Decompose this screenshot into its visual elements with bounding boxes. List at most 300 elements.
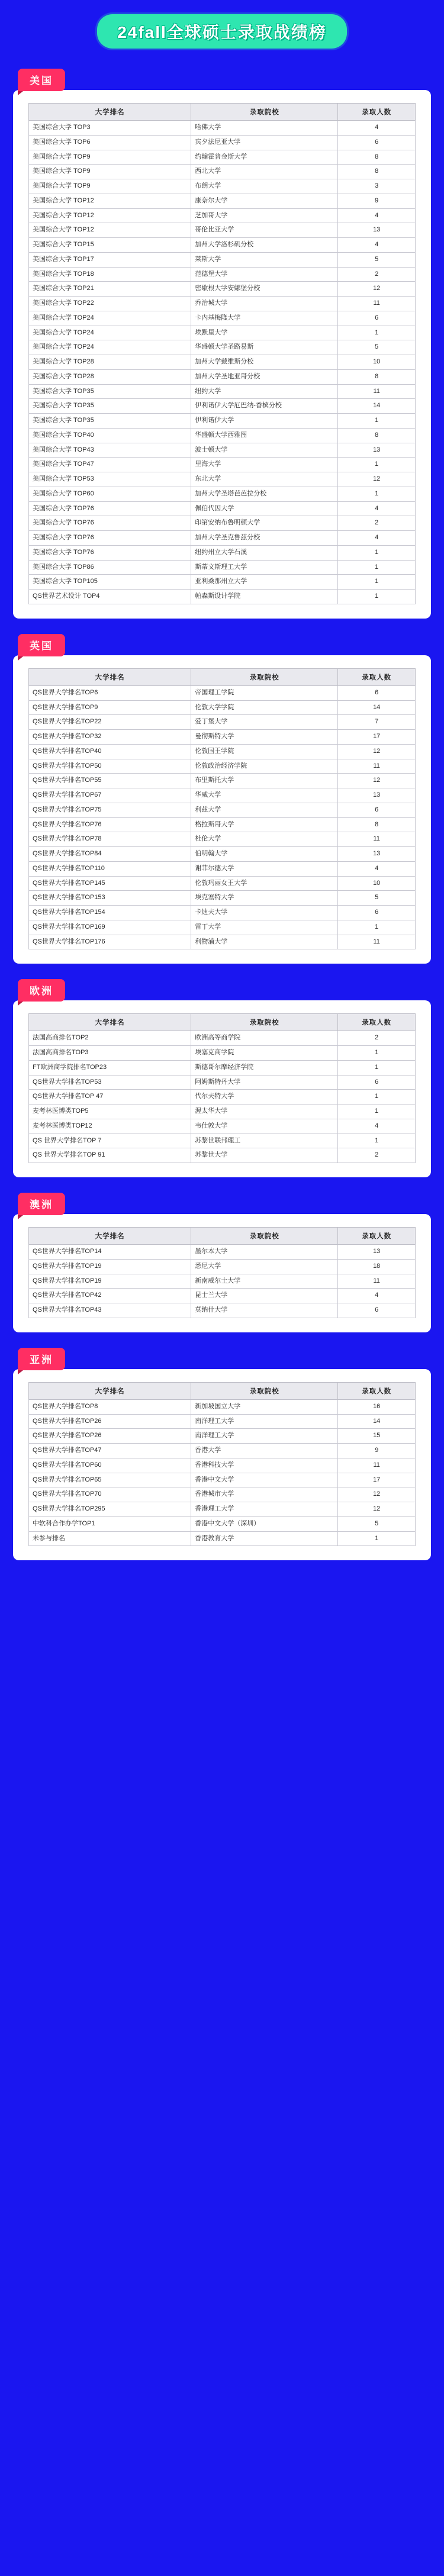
cell-rank: QS世界大学排名TOP19 <box>29 1259 191 1274</box>
cell-rank: 美国综合大学 TOP9 <box>29 179 191 194</box>
cell-count: 9 <box>338 1444 416 1458</box>
table-row <box>29 1259 416 1274</box>
table-row <box>29 744 416 759</box>
table-row <box>29 803 416 817</box>
table-row <box>29 458 416 472</box>
cell-count: 2 <box>338 1148 416 1163</box>
cell-school: 卡迪夫大学 <box>191 906 338 920</box>
cell-school: 斯蒂文斯理工大学 <box>191 560 338 575</box>
table-row <box>29 297 416 311</box>
cell-count: 5 <box>338 340 416 355</box>
table-row <box>29 700 416 715</box>
table-row <box>29 121 416 136</box>
table-row <box>29 428 416 443</box>
cell-school: 莱斯大学 <box>191 252 338 267</box>
cell-count: 11 <box>338 1458 416 1473</box>
cell-count: 12 <box>338 744 416 759</box>
table-row <box>29 715 416 730</box>
cell-rank: 美国综合大学 TOP18 <box>29 267 191 282</box>
table-row <box>29 575 416 590</box>
cell-rank: 美国综合大学 TOP76 <box>29 531 191 546</box>
table-row <box>29 1473 416 1487</box>
cell-rank: 美国综合大学 TOP35 <box>29 399 191 414</box>
cell-rank: QS世界大学排名TOP 47 <box>29 1090 191 1105</box>
cell-rank: QS 世界大学排名TOP 7 <box>29 1134 191 1148</box>
cell-rank: 美国综合大学 TOP60 <box>29 487 191 501</box>
cell-count: 1 <box>338 545 416 560</box>
table-row <box>29 832 416 847</box>
section <box>13 1193 431 1332</box>
cell-rank: 法国高商排名TOP3 <box>29 1046 191 1061</box>
cell-count: 17 <box>338 1473 416 1487</box>
column-header: 录取人数 <box>338 1014 416 1031</box>
cell-rank: QS世界大学排名TOP9 <box>29 700 191 715</box>
section-card <box>13 655 431 964</box>
cell-school: 雷丁大学 <box>191 920 338 935</box>
table-row <box>29 891 416 906</box>
cell-school: 香港理工大学 <box>191 1502 338 1517</box>
cell-school: 加州大学戴维斯分校 <box>191 355 338 370</box>
cell-count: 1 <box>338 590 416 604</box>
cell-school: 香港大学 <box>191 1444 338 1458</box>
cell-count: 14 <box>338 700 416 715</box>
cell-count: 14 <box>338 1414 416 1429</box>
cell-rank: 美国综合大学 TOP15 <box>29 238 191 253</box>
cell-school: 利兹大学 <box>191 803 338 817</box>
cell-count: 17 <box>338 730 416 745</box>
section <box>13 69 431 619</box>
cell-rank: QS世界大学排名TOP8 <box>29 1399 191 1414</box>
cell-count: 14 <box>338 399 416 414</box>
table-row <box>29 1531 416 1546</box>
cell-school: 华盛顿大学西雅图 <box>191 428 338 443</box>
table-row <box>29 267 416 282</box>
cell-school: 康奈尔大学 <box>191 194 338 208</box>
section-tag: 美国 <box>18 69 65 91</box>
table-row <box>29 1105 416 1119</box>
table-row <box>29 1502 416 1517</box>
cell-rank: QS世界大学排名TOP153 <box>29 891 191 906</box>
cell-school: 南洋理工大学 <box>191 1429 338 1444</box>
cell-count: 4 <box>338 121 416 136</box>
cell-rank: 美国综合大学 TOP24 <box>29 326 191 340</box>
cell-count: 13 <box>338 1245 416 1260</box>
table-row <box>29 1046 416 1061</box>
cell-rank: 麦考林医博类TOP12 <box>29 1119 191 1134</box>
section-tag: 欧洲 <box>18 979 65 1002</box>
cell-count: 1 <box>338 920 416 935</box>
cell-school: 伦敦大学学院 <box>191 700 338 715</box>
cell-rank: QS世界大学排名TOP176 <box>29 935 191 949</box>
table-row <box>29 861 416 876</box>
cell-school: 谢菲尔德大学 <box>191 861 338 876</box>
table-row <box>29 194 416 208</box>
table-row <box>29 135 416 150</box>
table-row <box>29 340 416 355</box>
cell-rank: QS世界大学排名TOP295 <box>29 1502 191 1517</box>
cell-rank: QS世界大学排名TOP40 <box>29 744 191 759</box>
cell-count: 4 <box>338 1289 416 1303</box>
cell-rank: 美国综合大学 TOP47 <box>29 458 191 472</box>
cell-rank: 美国综合大学 TOP17 <box>29 252 191 267</box>
table-header-row <box>29 1014 416 1031</box>
cell-rank: QS世界大学排名TOP75 <box>29 803 191 817</box>
cell-count: 1 <box>338 487 416 501</box>
cell-rank: 美国综合大学 TOP40 <box>29 428 191 443</box>
cell-rank: QS世界大学排名TOP76 <box>29 817 191 832</box>
cell-school: 新加坡国立大学 <box>191 1399 338 1414</box>
cell-count: 13 <box>338 788 416 803</box>
cell-count: 1 <box>338 560 416 575</box>
column-header: 录取人数 <box>338 104 416 121</box>
table-row <box>29 847 416 862</box>
cell-rank: 中软科合作办学TOP1 <box>29 1516 191 1531</box>
table-row <box>29 1274 416 1289</box>
column-header: 录取院校 <box>191 1228 338 1245</box>
cell-rank: 未参与排名 <box>29 1531 191 1546</box>
table-row <box>29 906 416 920</box>
cell-count: 9 <box>338 194 416 208</box>
cell-school: 香港科技大学 <box>191 1458 338 1473</box>
section <box>13 634 431 964</box>
cell-rank: QS世界大学排名TOP60 <box>29 1458 191 1473</box>
cell-school: 伦敦政治经济学院 <box>191 759 338 774</box>
table-row <box>29 920 416 935</box>
cell-count: 1 <box>338 458 416 472</box>
cell-school: 莫纳什大学 <box>191 1303 338 1318</box>
table-row <box>29 223 416 238</box>
cell-rank: 美国综合大学 TOP21 <box>29 282 191 297</box>
table-row <box>29 252 416 267</box>
cell-school: 利物浦大学 <box>191 935 338 949</box>
cell-rank: 美国综合大学 TOP43 <box>29 443 191 458</box>
cell-count: 4 <box>338 531 416 546</box>
cell-school: 香港城市大学 <box>191 1487 338 1502</box>
table-row <box>29 1289 416 1303</box>
cell-rank: 美国综合大学 TOP9 <box>29 165 191 179</box>
cell-rank: 美国综合大学 TOP12 <box>29 194 191 208</box>
section-tag: 亚洲 <box>18 1348 65 1370</box>
cell-school: 东北大学 <box>191 472 338 487</box>
cell-rank: 美国综合大学 TOP35 <box>29 384 191 399</box>
cell-school: 伯明翰大学 <box>191 847 338 862</box>
cell-count: 8 <box>338 428 416 443</box>
column-header: 大学排名 <box>29 1014 191 1031</box>
table-row <box>29 238 416 253</box>
rank-table <box>28 1382 416 1547</box>
cell-school: 伦敦玛丽女王大学 <box>191 876 338 891</box>
header-banner-wrap <box>0 0 444 53</box>
cell-count: 13 <box>338 847 416 862</box>
cell-count: 3 <box>338 179 416 194</box>
cell-count: 11 <box>338 1274 416 1289</box>
column-header: 大学排名 <box>29 1382 191 1399</box>
column-header: 录取人数 <box>338 1382 416 1399</box>
cell-rank: QS世界大学排名TOP55 <box>29 774 191 788</box>
cell-rank: 美国综合大学 TOP24 <box>29 311 191 326</box>
table-row <box>29 788 416 803</box>
cell-school: 宾夕法尼亚大学 <box>191 135 338 150</box>
column-header: 录取人数 <box>338 1228 416 1245</box>
cell-count: 8 <box>338 369 416 384</box>
cell-count: 4 <box>338 208 416 223</box>
cell-school: 卡内基梅隆大学 <box>191 311 338 326</box>
table-row <box>29 685 416 700</box>
cell-rank: 美国综合大学 TOP12 <box>29 208 191 223</box>
cell-rank: QS世界大学排名TOP53 <box>29 1075 191 1090</box>
cell-school: 范德堡大学 <box>191 267 338 282</box>
cell-rank: 美国综合大学 TOP22 <box>29 297 191 311</box>
cell-count: 8 <box>338 817 416 832</box>
cell-count: 2 <box>338 1031 416 1046</box>
cell-school: 伦敦国王学院 <box>191 744 338 759</box>
cell-count: 1 <box>338 1531 416 1546</box>
cell-school: 密歇根大学安娜堡分校 <box>191 282 338 297</box>
cell-school: 纽约州立大学石溪 <box>191 545 338 560</box>
cell-school: 华威大学 <box>191 788 338 803</box>
cell-count: 12 <box>338 1487 416 1502</box>
cell-school: 埃塞克商学院 <box>191 1046 338 1061</box>
cell-rank: QS世界大学排名TOP32 <box>29 730 191 745</box>
cell-school: 纽约大学 <box>191 384 338 399</box>
cell-rank: 美国综合大学 TOP76 <box>29 545 191 560</box>
cell-rank: QS世界大学排名TOP67 <box>29 788 191 803</box>
cell-rank: QS 世界大学排名TOP 91 <box>29 1148 191 1163</box>
table-row <box>29 1119 416 1134</box>
cell-count: 12 <box>338 472 416 487</box>
cell-count: 5 <box>338 891 416 906</box>
cell-count: 4 <box>338 1119 416 1134</box>
cell-school: 加州大学圣克鲁兹分校 <box>191 531 338 546</box>
table-row <box>29 730 416 745</box>
cell-school: 新南威尔士大学 <box>191 1274 338 1289</box>
table-row <box>29 384 416 399</box>
cell-school: 香港中文大学 <box>191 1473 338 1487</box>
table-row <box>29 531 416 546</box>
page-title: 24fall全球硕士录取战绩榜 <box>117 23 327 41</box>
cell-count: 11 <box>338 297 416 311</box>
cell-rank: 美国综合大学 TOP3 <box>29 121 191 136</box>
cell-count: 6 <box>338 685 416 700</box>
cell-count: 15 <box>338 1429 416 1444</box>
cell-count: 6 <box>338 803 416 817</box>
cell-count: 5 <box>338 252 416 267</box>
cell-school: 波士顿大学 <box>191 443 338 458</box>
cell-school: 加州大学圣塔芭芭拉分校 <box>191 487 338 501</box>
cell-rank: 美国综合大学 TOP35 <box>29 414 191 429</box>
cell-rank: 美国综合大学 TOP53 <box>29 472 191 487</box>
table-header-row <box>29 1228 416 1245</box>
column-header: 录取院校 <box>191 104 338 121</box>
cell-count: 6 <box>338 311 416 326</box>
cell-count: 8 <box>338 150 416 165</box>
cell-rank: QS世界大学排名TOP26 <box>29 1429 191 1444</box>
cell-rank: QS世界大学排名TOP47 <box>29 1444 191 1458</box>
table-row <box>29 1060 416 1075</box>
cell-school: 昆士兰大学 <box>191 1289 338 1303</box>
column-header: 录取院校 <box>191 1382 338 1399</box>
cell-rank: QS世界大学排名TOP154 <box>29 906 191 920</box>
cell-rank: QS世界大学排名TOP42 <box>29 1289 191 1303</box>
header-banner <box>97 14 347 49</box>
section-card <box>13 1000 431 1177</box>
cell-school: 加州大学圣地亚哥分校 <box>191 369 338 384</box>
cell-rank: QS世界大学排名TOP110 <box>29 861 191 876</box>
table-row <box>29 443 416 458</box>
cell-school: 渥太华大学 <box>191 1105 338 1119</box>
cell-count: 6 <box>338 1303 416 1318</box>
table-row <box>29 1444 416 1458</box>
table-row <box>29 590 416 604</box>
cell-school: 里海大学 <box>191 458 338 472</box>
cell-count: 11 <box>338 384 416 399</box>
sections-root <box>0 69 444 1560</box>
column-header: 大学排名 <box>29 1228 191 1245</box>
table-header-row <box>29 1382 416 1399</box>
cell-count: 1 <box>338 575 416 590</box>
column-header: 大学排名 <box>29 668 191 685</box>
table-row <box>29 1429 416 1444</box>
cell-school: 韦仕敦大学 <box>191 1119 338 1134</box>
column-header: 录取人数 <box>338 668 416 685</box>
cell-rank: 美国综合大学 TOP76 <box>29 501 191 516</box>
cell-count: 12 <box>338 774 416 788</box>
cell-rank: QS世界大学排名TOP70 <box>29 1487 191 1502</box>
cell-school: 阿姆斯特丹大学 <box>191 1075 338 1090</box>
rank-table <box>28 1227 416 1318</box>
cell-school: 斯德哥尔摩经济学院 <box>191 1060 338 1075</box>
cell-school: 加州大学洛杉矶分校 <box>191 238 338 253</box>
cell-rank: 美国综合大学 TOP6 <box>29 135 191 150</box>
cell-school: 南洋理工大学 <box>191 1414 338 1429</box>
table-header-row <box>29 104 416 121</box>
cell-school: 哥伦比亚大学 <box>191 223 338 238</box>
cell-school: 乔治城大学 <box>191 297 338 311</box>
cell-school: 埃默里大学 <box>191 326 338 340</box>
cell-school: 爱丁堡大学 <box>191 715 338 730</box>
cell-rank: QS世界大学排名TOP84 <box>29 847 191 862</box>
cell-rank: QS世界大学排名TOP50 <box>29 759 191 774</box>
cell-count: 11 <box>338 935 416 949</box>
cell-school: 埃克塞特大学 <box>191 891 338 906</box>
cell-rank: FT欧洲商学院排名TOP23 <box>29 1060 191 1075</box>
cell-count: 13 <box>338 443 416 458</box>
cell-rank: QS世界大学排名TOP6 <box>29 685 191 700</box>
cell-rank: 美国综合大学 TOP24 <box>29 340 191 355</box>
cell-school: 悉尼大学 <box>191 1259 338 1274</box>
table-row <box>29 1148 416 1163</box>
cell-count: 6 <box>338 135 416 150</box>
cell-count: 1 <box>338 326 416 340</box>
cell-school: 伊利诺伊大学厄巴纳-香槟分校 <box>191 399 338 414</box>
cell-count: 13 <box>338 223 416 238</box>
cell-count: 12 <box>338 282 416 297</box>
table-row <box>29 1487 416 1502</box>
cell-school: 布朗大学 <box>191 179 338 194</box>
cell-count: 4 <box>338 501 416 516</box>
rank-table <box>28 668 416 950</box>
cell-rank: QS世界大学排名TOP145 <box>29 876 191 891</box>
cell-rank: 法国高商排名TOP2 <box>29 1031 191 1046</box>
table-row <box>29 165 416 179</box>
cell-count: 12 <box>338 1502 416 1517</box>
table-row <box>29 179 416 194</box>
cell-school: 曼彻斯特大学 <box>191 730 338 745</box>
cell-count: 10 <box>338 355 416 370</box>
cell-count: 11 <box>338 832 416 847</box>
table-row <box>29 774 416 788</box>
cell-school: 香港教育大学 <box>191 1531 338 1546</box>
table-row <box>29 369 416 384</box>
table-row <box>29 1075 416 1090</box>
cell-school: 布里斯托大学 <box>191 774 338 788</box>
cell-rank: QS世界大学排名TOP22 <box>29 715 191 730</box>
table-row <box>29 1516 416 1531</box>
cell-rank: QS世界大学排名TOP78 <box>29 832 191 847</box>
cell-rank: 美国综合大学 TOP28 <box>29 369 191 384</box>
cell-rank: 美国综合大学 TOP9 <box>29 150 191 165</box>
cell-school: 西北大学 <box>191 165 338 179</box>
cell-count: 7 <box>338 715 416 730</box>
cell-count: 5 <box>338 1516 416 1531</box>
table-row <box>29 1134 416 1148</box>
column-header: 录取院校 <box>191 668 338 685</box>
table-row <box>29 1303 416 1318</box>
cell-school: 格拉斯哥大学 <box>191 817 338 832</box>
table-row <box>29 355 416 370</box>
table-header-row <box>29 668 416 685</box>
cell-school: 杜伦大学 <box>191 832 338 847</box>
cell-school: 代尔夫特大学 <box>191 1090 338 1105</box>
table-row <box>29 935 416 949</box>
section <box>13 979 431 1177</box>
table-row <box>29 1090 416 1105</box>
table-row <box>29 545 416 560</box>
cell-school: 约翰霍普金斯大学 <box>191 150 338 165</box>
cell-school: 香港中文大学（深圳） <box>191 1516 338 1531</box>
cell-rank: 美国综合大学 TOP12 <box>29 223 191 238</box>
table-row <box>29 817 416 832</box>
cell-school: 苏黎世联邦理工 <box>191 1134 338 1148</box>
cell-school: 欧洲高等商学院 <box>191 1031 338 1046</box>
table-row <box>29 414 416 429</box>
cell-school: 芝加哥大学 <box>191 208 338 223</box>
cell-school: 伊利诺伊大学 <box>191 414 338 429</box>
cell-school: 帕森斯设计学院 <box>191 590 338 604</box>
cell-school: 华盛顿大学圣路易斯 <box>191 340 338 355</box>
section-tag: 英国 <box>18 634 65 656</box>
cell-school: 亚利桑那州立大学 <box>191 575 338 590</box>
table-row <box>29 1031 416 1046</box>
table-row <box>29 1399 416 1414</box>
cell-count: 11 <box>338 759 416 774</box>
rank-table <box>28 1013 416 1163</box>
table-row <box>29 399 416 414</box>
cell-rank: QS世界大学排名TOP19 <box>29 1274 191 1289</box>
table-row <box>29 516 416 531</box>
table-row <box>29 150 416 165</box>
cell-count: 10 <box>338 876 416 891</box>
cell-count: 1 <box>338 414 416 429</box>
cell-count: 2 <box>338 516 416 531</box>
section-card <box>13 90 431 619</box>
cell-school: 佩伯代因大学 <box>191 501 338 516</box>
cell-count: 4 <box>338 238 416 253</box>
table-row <box>29 1458 416 1473</box>
cell-count: 4 <box>338 861 416 876</box>
table-row <box>29 282 416 297</box>
cell-count: 18 <box>338 1259 416 1274</box>
